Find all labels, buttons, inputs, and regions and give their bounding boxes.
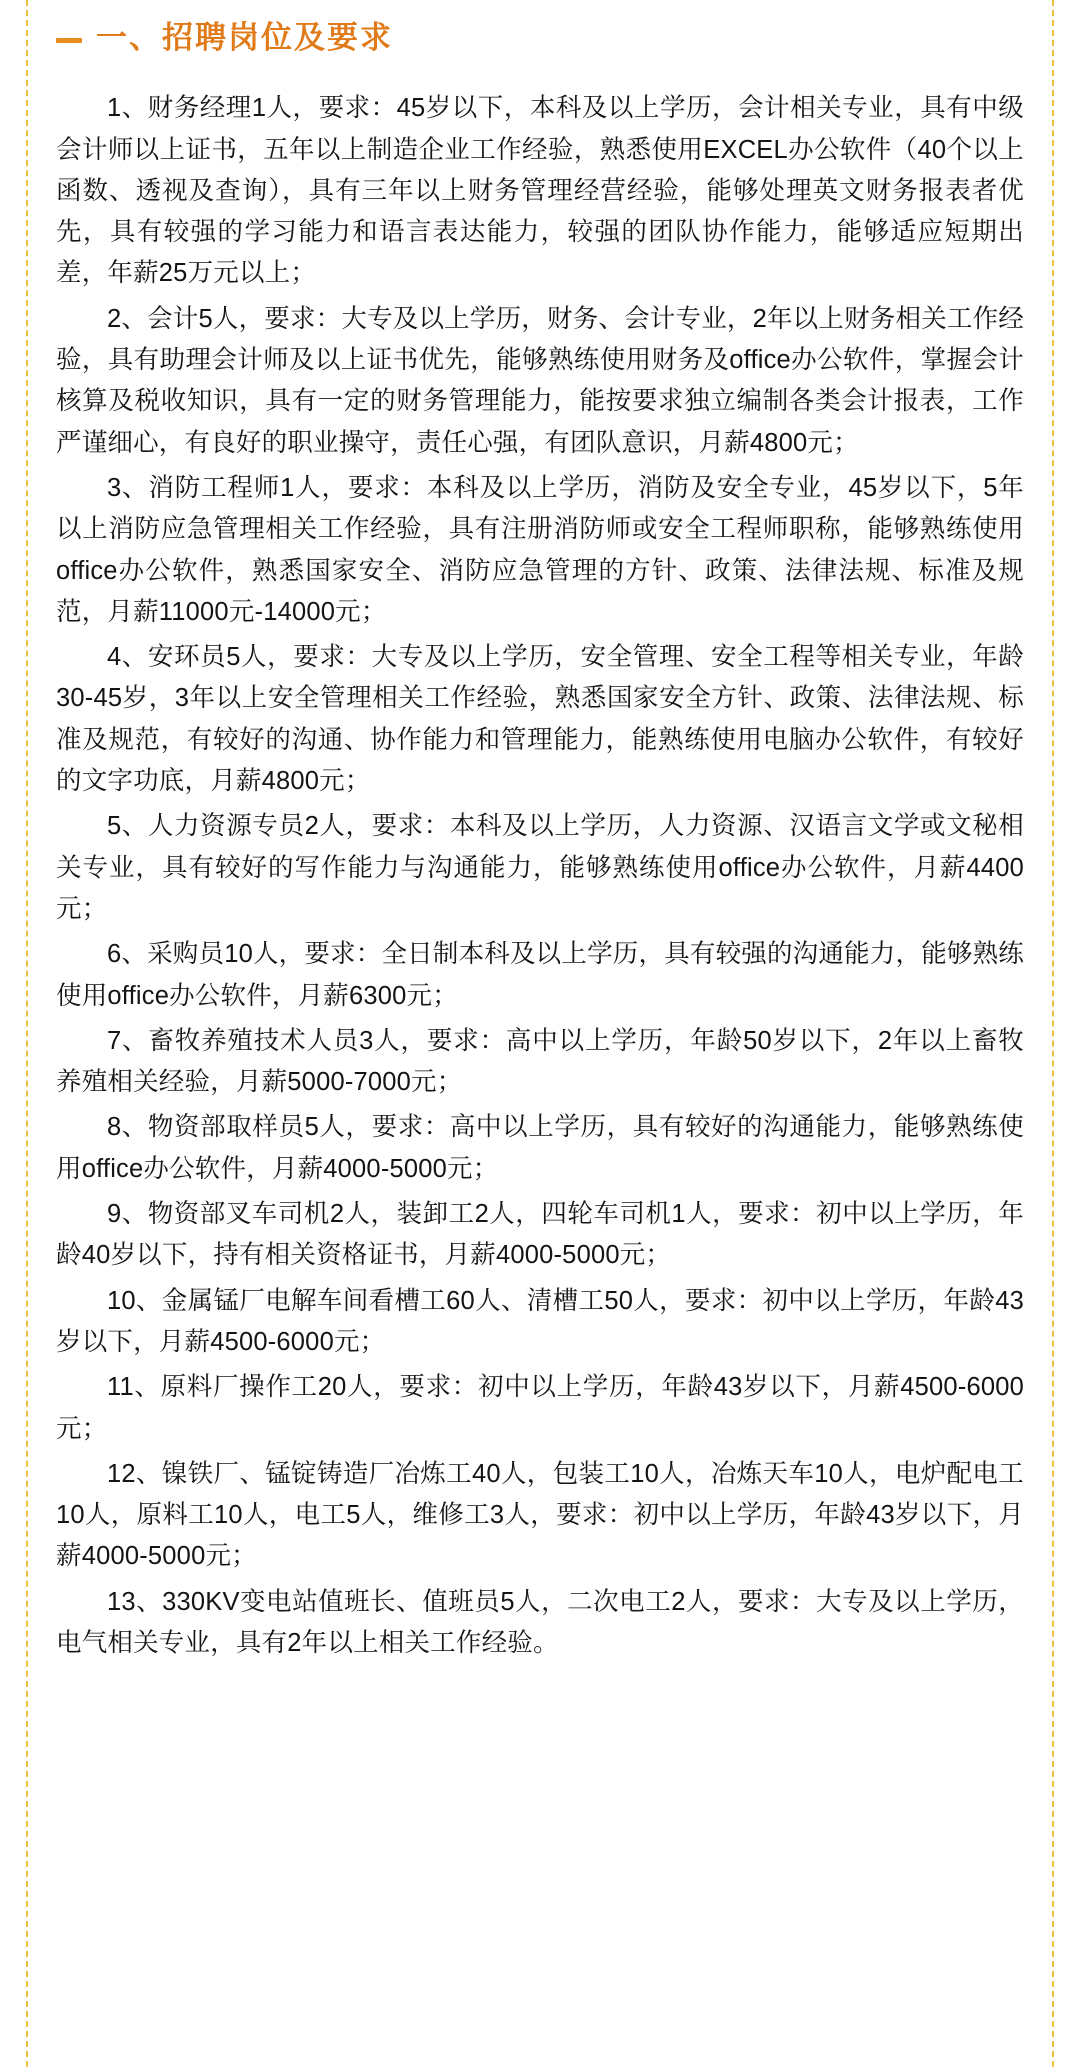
- list-item: 8、物资部取样员5人，要求：高中以上学历，具有较好的沟通能力，能够熟练使用office办公软件，月薪4000-5000元；: [56, 1113, 1024, 1183]
- page-title: 一、招聘岗位及要求: [96, 20, 393, 55]
- job-requirements-list: [56, 88, 1024, 1664]
- list-item: 10、金属锰厂电解车间看槽工60人、清槽工50人，要求：初中以上学历，年龄43岁以下，月薪4500-6000元；: [56, 1286, 1024, 1356]
- list-item: 13、330KV变电站值班长、值班员5人，二次电工2人，要求：大专及以上学历，电气相关专业，具有2年以上相关工作经验。: [56, 1587, 1024, 1657]
- heading-accent-bar: [56, 38, 82, 43]
- list-item: 7、畜牧养殖技术人员3人，要求：高中以上学历，年龄50岁以下，2年以上畜牧养殖相关经验，月薪5000-7000元；: [56, 1026, 1024, 1097]
- list-item: 2、会计5人，要求：大专及以上学历，财务、会计专业，2年以上财务相关工作经验，具有助理会计师及以上证书优先，能够熟练使用财务及office办公软件，掌握会计核算及税收知识，具有一定的财务管理能力，能按要求独立编制各类会计报表，工作严谨细心，有良好的职业操守，责任心强，有团队意识，月薪4800元；: [56, 304, 1024, 457]
- list-item: 11、原料厂操作工20人，要求：初中以上学历，年龄43岁以下，月薪4500-6000元；: [56, 1373, 1024, 1443]
- list-item: 12、镍铁厂、锰锭铸造厂冶炼工40人，包装工10人，冶炼天车10人，电炉配电工10人，原料工10人，电工5人，维修工3人，要求：初中以上学历，年龄43岁以下，月薪4000-5000元；: [56, 1459, 1024, 1571]
- section-heading: [56, 18, 1024, 58]
- list-item: 4、安环员5人，要求：大专及以上学历，安全管理、安全工程等相关专业，年龄30-45岁，3年以上安全管理相关工作经验，熟悉国家安全方针、政策、法律法规、标准及规范，有较好的沟通、协作能力和管理能力，能熟练使用电脑办公软件，有较好的文字功底，月薪4800元；: [56, 643, 1024, 796]
- list-item: 5、人力资源专员2人，要求：本科及以上学历，人力资源、汉语言文学或文秘相关专业，具有较好的写作能力与沟通能力，能够熟练使用office办公软件，月薪4400元；: [56, 812, 1024, 923]
- list-item: 9、物资部叉车司机2人，装卸工2人，四轮车司机1人，要求：初中以上学历，年龄40岁以下，持有相关资格证书，月薪4000-5000元；: [56, 1200, 1024, 1270]
- list-item: 6、采购员10人，要求：全日制本科及以上学历，具有较强的沟通能力，能够熟练使用office办公软件，月薪6300元；: [56, 940, 1024, 1010]
- list-item: 1、财务经理1人，要求：45岁以下，本科及以上学历，会计相关专业，具有中级会计师以上证书，五年以上制造企业工作经验，熟悉使用EXCEL办公软件（40个以上函数、透视及查询），具有三年以上财务管理经营经验，能够处理英文财务报表者优先，具有较强的学习能力和语言表达能力，较强的团队协作能力，能够适应短期出差，年薪25万元以上；: [56, 94, 1024, 288]
- list-item: 3、消防工程师1人，要求：本科及以上学历，消防及安全专业，45岁以下，5年以上消防应急管理相关工作经验，具有注册消防师或安全工程师职称，能够熟练使用office办公软件，熟悉国家安全、消防应急管理的方针、政策、法律法规、标准及规范，月薪11000元-14000元；: [56, 473, 1024, 626]
